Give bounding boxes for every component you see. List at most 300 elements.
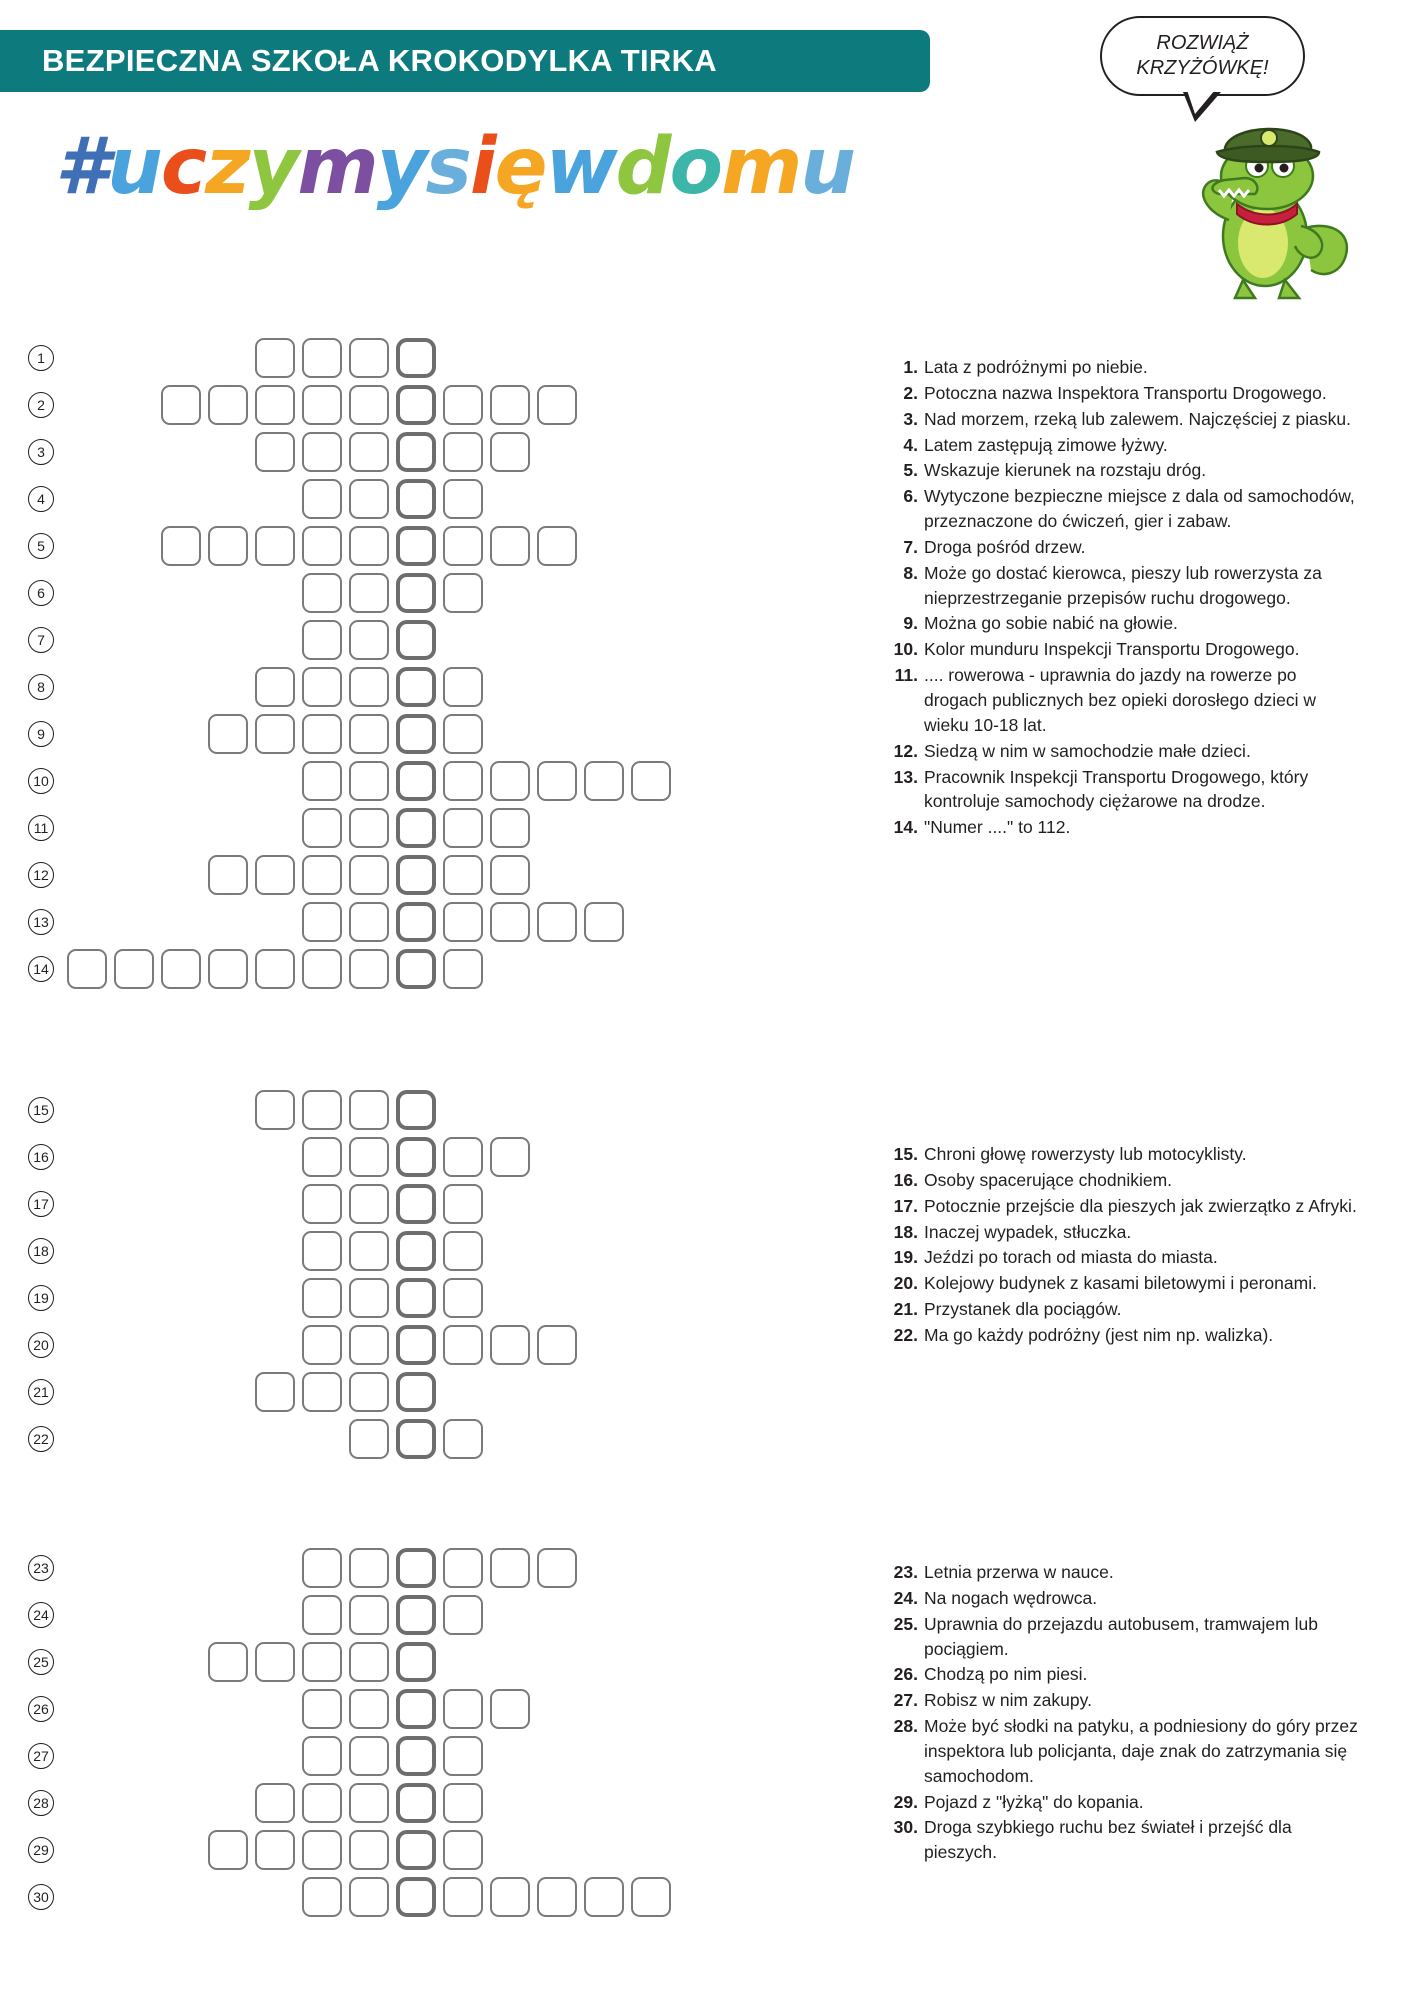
crossword-key-cell[interactable] [396,526,436,566]
row-number-15: 15 [28,1097,54,1123]
crossword-cell[interactable] [537,1548,577,1588]
clue-item [888,1790,1358,1815]
crossword-cell[interactable] [349,1325,389,1365]
hashtag-letter-12: o [669,122,722,212]
clue-number: 5. [903,460,918,481]
clue-number: 8. [903,562,918,583]
row-number-7: 7 [28,627,54,653]
crossword-key-cell[interactable] [396,808,436,848]
crossword-cell[interactable] [349,385,389,425]
crossword-key-cell[interactable] [396,573,436,613]
row-number-30: 30 [28,1884,54,1910]
crossword-cell[interactable] [349,761,389,801]
crossword-cell[interactable] [443,855,483,895]
crossword-cell[interactable] [349,526,389,566]
crossword-cell[interactable] [302,1689,342,1729]
crossword-cell[interactable] [161,526,201,566]
crossword-cell[interactable] [443,1548,483,1588]
crossword-cell[interactable] [208,855,248,895]
row-number-23: 23 [28,1555,54,1581]
clue-number: 10. [893,639,918,660]
row-number-24: 24 [28,1602,54,1628]
clue-number: 22. [893,1324,918,1345]
row-number-29: 29 [28,1837,54,1863]
crossword-cell[interactable] [349,1830,389,1870]
crossword-cell[interactable] [584,902,624,942]
crossword-cell[interactable] [443,573,483,613]
row-number-8: 8 [28,674,54,700]
crossword-cell[interactable] [584,1877,624,1917]
crossword-cell[interactable] [302,761,342,801]
row-number-28: 28 [28,1790,54,1816]
crossword-key-cell[interactable] [396,1595,436,1635]
row-number-27: 27 [28,1743,54,1769]
clue-number: 13. [893,766,918,787]
crossword-cell[interactable] [255,1830,295,1870]
clue-number: 23. [893,1562,918,1582]
crossword-key-cell[interactable] [396,432,436,472]
row-number-6: 6 [28,580,54,606]
row-number-26: 26 [28,1696,54,1722]
clue-number: 1. [903,357,918,377]
crossword-cell[interactable] [349,338,389,378]
crossword-key-cell[interactable] [396,1642,436,1682]
clue-text: Kolejowy budynek z kasami biletowymi i peronami. [924,1273,1317,1294]
crossword-cell[interactable] [490,1689,530,1729]
crossword-cell[interactable] [302,1830,342,1870]
row-number-10: 10 [28,768,54,794]
clue-text: Pojazd z "łyżką" do kopania. [924,1791,1144,1812]
crossword-key-cell[interactable] [396,479,436,519]
clue-item [888,1560,1358,1585]
row-number-13: 13 [28,909,54,935]
clue-text: Siedzą w nim w samochodzie małe dzieci. [924,740,1251,761]
hashtag-letter-7: s [425,122,470,212]
clue-item [888,765,1358,815]
crossword-key-cell[interactable] [396,1325,436,1365]
crossword-cell[interactable] [631,761,671,801]
crossword-cell[interactable] [302,902,342,942]
crossword-cell[interactable] [490,761,530,801]
clue-list-2 [888,1142,1358,1349]
crossword-cell[interactable] [349,855,389,895]
crossword-cell[interactable] [349,1783,389,1823]
crossword-cell[interactable] [302,1548,342,1588]
hashtag-letter-1: u [107,122,161,212]
crossword-cell[interactable] [537,902,577,942]
crossword-cell[interactable] [302,808,342,848]
clue-text: Może go dostać kierowca, pieszy lub rowerzysta za nieprzestrzeganie przepisów ruchu drogowego. [924,562,1322,608]
clue-number: 9. [903,613,918,634]
header-banner [0,30,930,92]
crossword-cell[interactable] [349,949,389,989]
crossword-key-cell[interactable] [396,1090,436,1130]
crossword-cell[interactable] [302,1877,342,1917]
crossword-cell[interactable] [302,479,342,519]
crossword-cell[interactable] [443,1877,483,1917]
crossword-cell[interactable] [208,1830,248,1870]
crossword-cell[interactable] [349,1419,389,1459]
crossword-key-cell[interactable] [396,667,436,707]
crossword-key-cell[interactable] [396,949,436,989]
crossword-cell[interactable] [302,432,342,472]
crossword-cell[interactable] [255,432,295,472]
clue-item [888,739,1358,764]
crossword-key-cell[interactable] [396,714,436,754]
crossword-cell[interactable] [349,1595,389,1635]
crossword-cell[interactable] [349,573,389,613]
clue-item [888,1688,1358,1713]
crossword-key-cell[interactable] [396,761,436,801]
crossword-cell[interactable] [443,1419,483,1459]
clue-text: Robisz w nim zakupy. [924,1690,1092,1711]
crossword-cell[interactable] [537,761,577,801]
clue-text: .... rowerowa - uprawnia do jazdy na rowerze po drogach publicznych bez opieki dorosłego dzieci w wieku 10-18 lat. [924,665,1317,735]
crossword-key-cell[interactable] [396,1231,436,1271]
clue-item [888,1714,1358,1789]
crossword-cell[interactable] [349,1548,389,1588]
clue-number: 12. [893,740,918,761]
clue-number: 15. [893,1144,918,1164]
crossword-cell[interactable] [255,667,295,707]
crossword-cell[interactable] [302,1736,342,1776]
clue-item [888,561,1358,611]
crossword-cell[interactable] [255,949,295,989]
hashtag-letter-14: u [800,122,854,212]
crossword-cell[interactable] [349,667,389,707]
crossword-cell[interactable] [208,714,248,754]
crossword-cell[interactable] [443,949,483,989]
clue-number: 26. [893,1664,918,1685]
clue-text: Letnia przerwa w nauce. [924,1562,1114,1582]
clue-list-3 [888,1560,1358,1866]
crossword-cell[interactable] [302,667,342,707]
clue-item [888,611,1358,636]
clue-text: Wskazuje kierunek na rozstaju dróg. [924,460,1207,481]
crocodile-mascot-icon [1185,108,1365,303]
clue-text: Ma go każdy podróżny (jest nim np. walizka). [924,1324,1274,1345]
clue-item [888,1297,1358,1322]
clue-number: 3. [903,408,918,429]
crossword-cell[interactable] [443,479,483,519]
clue-item [888,1194,1358,1219]
crossword-key-cell[interactable] [396,385,436,425]
crossword-cell[interactable] [161,385,201,425]
crossword-cell[interactable] [302,855,342,895]
clue-number: 20. [893,1273,918,1294]
crossword-cell[interactable] [208,1642,248,1682]
crossword-cell[interactable] [443,714,483,754]
clue-text: Na nogach wędrowca. [924,1587,1098,1608]
crossword-key-cell[interactable] [396,1372,436,1412]
hashtag-logo [55,122,854,212]
clue-number: 27. [893,1690,918,1711]
crossword-cell[interactable] [443,761,483,801]
clue-number: 17. [893,1195,918,1216]
row-number-21: 21 [28,1379,54,1405]
row-number-12: 12 [28,862,54,888]
crossword-cell[interactable] [114,949,154,989]
crossword-cell[interactable] [349,1877,389,1917]
clue-number: 14. [893,817,918,838]
crossword-cell[interactable] [490,1548,530,1588]
crossword-key-cell[interactable] [396,1137,436,1177]
row-number-1: 1 [28,345,54,371]
row-number-14: 14 [28,956,54,982]
clue-text: Chodzą po nim piesi. [924,1664,1088,1685]
clue-text: Potocznie przejście dla pieszych jak zwierzątko z Afryki. [924,1195,1357,1216]
crossword-cell[interactable] [443,385,483,425]
speech-bubble-line-2: KRZYŻÓWKĘ! [1136,57,1269,79]
crossword-cell[interactable] [255,1783,295,1823]
crossword-cell[interactable] [349,1372,389,1412]
crossword-key-cell[interactable] [396,1783,436,1823]
crossword-cell[interactable] [349,714,389,754]
row-number-5: 5 [28,533,54,559]
clue-text: Nad morzem, rzeką lub zalewem. Najczęściej z piasku. [924,408,1351,429]
clue-text: Inaczej wypadek, stłuczka. [924,1221,1132,1242]
clue-number: 16. [893,1169,918,1190]
crossword-cell[interactable] [302,1642,342,1682]
crossword-cell[interactable] [443,1595,483,1635]
crossword-key-cell[interactable] [396,1278,436,1318]
crossword-cell[interactable] [302,1595,342,1635]
clue-item [888,815,1358,840]
hashtag-letter-2: c [160,122,206,212]
crossword-cell[interactable] [67,949,107,989]
crossword-cell[interactable] [349,1137,389,1177]
crossword-cell[interactable] [443,1137,483,1177]
crossword-cell[interactable] [349,1184,389,1224]
clue-item [888,1168,1358,1193]
row-number-18: 18 [28,1238,54,1264]
hashtag-letter-5: m [297,122,377,212]
clue-number: 29. [893,1791,918,1812]
clue-number: 2. [903,382,918,403]
crossword-cell[interactable] [302,1231,342,1271]
hashtag-letter-10: w [545,122,616,212]
crossword-cell[interactable] [584,761,624,801]
crossword-cell[interactable] [255,1090,295,1130]
crossword-cell[interactable] [255,1642,295,1682]
clue-text: Można go sobie nabić na głowie. [924,613,1178,634]
hashtag-letter-3: z [205,122,249,212]
crossword-cell[interactable] [443,667,483,707]
crossword-cell[interactable] [443,432,483,472]
clue-item [888,535,1358,560]
crossword-cell[interactable] [490,1877,530,1917]
crossword-cell[interactable] [208,949,248,989]
crossword-cell[interactable] [349,1231,389,1271]
crossword-cell[interactable] [490,855,530,895]
clue-item [888,381,1358,406]
crossword-cell[interactable] [537,1325,577,1365]
crossword-block-3[interactable] [20,1548,850,1944]
crossword-cell[interactable] [255,855,295,895]
crossword-cell[interactable] [302,620,342,660]
crossword-cell[interactable] [443,902,483,942]
hashtag-letter-9: ę [494,122,546,212]
clue-text: Osoby spacerujące chodnikiem. [924,1169,1173,1190]
crossword-cell[interactable] [349,479,389,519]
crossword-cell[interactable] [302,1783,342,1823]
row-number-22: 22 [28,1426,54,1452]
crossword-cell[interactable] [443,1689,483,1729]
clue-text: Chroni głowę rowerzysty lub motocyklisty. [924,1144,1247,1164]
crossword-cell[interactable] [443,1783,483,1823]
clue-text: Potoczna nazwa Inspektora Transportu Drogowego. [924,382,1327,403]
crossword-cell[interactable] [443,1736,483,1776]
crossword-cell[interactable] [490,1137,530,1177]
crossword-cell[interactable] [349,1090,389,1130]
page-title: BEZPIECZNA SZKOŁA KROKODYLKA TIRKA [42,43,717,78]
crossword-key-cell[interactable] [396,1548,436,1588]
clue-text: "Numer ...." to 112. [924,817,1071,838]
crossword-cell[interactable] [537,385,577,425]
crossword-key-cell[interactable] [396,1830,436,1870]
crossword-cell[interactable] [302,526,342,566]
crossword-cell[interactable] [490,385,530,425]
speech-bubble-line-1: ROZWIĄŻ [1156,32,1249,54]
crossword-cell[interactable] [349,902,389,942]
clue-text: Przystanek dla pociągów. [924,1299,1122,1320]
crossword-cell[interactable] [490,432,530,472]
crossword-cell[interactable] [349,1642,389,1682]
crossword-cell[interactable] [537,526,577,566]
hashtag-letter-6: y [376,122,426,212]
crossword-cell[interactable] [302,949,342,989]
row-number-17: 17 [28,1191,54,1217]
crossword-cell[interactable] [443,1184,483,1224]
hashtag-letter-11: d [615,122,670,212]
crossword-cell[interactable] [302,1137,342,1177]
crossword-cell[interactable] [349,1736,389,1776]
hashtag-letter-0: # [55,122,108,212]
hashtag-letter-8: i [469,122,495,212]
hashtag-letter-13: m [721,122,801,212]
row-number-25: 25 [28,1649,54,1675]
crossword-block-1[interactable] [20,338,850,1016]
crossword-cell[interactable] [490,526,530,566]
crossword-cell[interactable] [208,526,248,566]
clue-item [888,1815,1358,1865]
crossword-key-cell[interactable] [396,1877,436,1917]
clue-text: Kolor munduru Inspekcji Transportu Drogowego. [924,639,1300,660]
crossword-cell[interactable] [161,949,201,989]
crossword-cell[interactable] [255,526,295,566]
crossword-cell[interactable] [490,1325,530,1365]
crossword-cell[interactable] [537,1877,577,1917]
clue-item [888,663,1358,738]
crossword-key-cell[interactable] [396,620,436,660]
row-number-20: 20 [28,1332,54,1358]
clue-number: 11. [894,665,918,686]
crossword-key-cell[interactable] [396,338,436,378]
crossword-cell[interactable] [443,526,483,566]
clue-number: 7. [903,536,918,557]
crossword-block-2[interactable] [20,1090,850,1486]
clue-item [888,637,1358,662]
clue-number: 19. [893,1247,918,1268]
crossword-cell[interactable] [349,1278,389,1318]
clue-text: Droga szybkiego ruchu bez świateł i przejść dla pieszych. [924,1817,1292,1863]
crossword-cell[interactable] [255,1372,295,1412]
crossword-cell[interactable] [443,1325,483,1365]
clue-item [888,1245,1358,1270]
row-number-11: 11 [28,815,54,841]
clue-item [888,1271,1358,1296]
clue-number: 25. [893,1613,918,1634]
clue-text: Jeździ po torach od miasta do miasta. [924,1247,1218,1268]
clue-text: Droga pośród drzew. [924,536,1086,557]
crossword-cell[interactable] [349,1689,389,1729]
clue-text: Uprawnia do przejazdu autobusem, tramwajem lub pociągiem. [924,1613,1318,1659]
clue-text: Może być słodki na patyku, a podniesiony do góry przez inspektora lub policjanta, daje znak do zatrzymania się samochodom. [924,1716,1358,1786]
crossword-cell[interactable] [302,385,342,425]
clue-item [888,407,1358,432]
crossword-cell[interactable] [302,573,342,613]
crossword-key-cell[interactable] [396,1419,436,1459]
crossword-cell[interactable] [302,1184,342,1224]
clue-number: 24. [893,1587,918,1608]
crossword-key-cell[interactable] [396,1689,436,1729]
clue-item [888,1323,1358,1348]
crossword-key-cell[interactable] [396,855,436,895]
clue-item [888,1662,1358,1687]
clue-item [888,355,1358,380]
clue-list-1 [888,355,1358,841]
clue-number: 28. [893,1716,918,1737]
row-number-9: 9 [28,721,54,747]
crossword-cell[interactable] [443,1830,483,1870]
crossword-cell[interactable] [349,432,389,472]
crossword-cell[interactable] [302,1090,342,1130]
crossword-cell[interactable] [302,714,342,754]
clue-item [888,1586,1358,1611]
crossword-key-cell[interactable] [396,1736,436,1776]
row-number-2: 2 [28,392,54,418]
clue-item [888,458,1358,483]
speech-bubble [1100,16,1305,96]
crossword-cell[interactable] [255,385,295,425]
crossword-cell[interactable] [255,714,295,754]
crossword-cell[interactable] [302,1372,342,1412]
clue-item [888,1612,1358,1662]
crossword-cell[interactable] [443,808,483,848]
clue-number: 21. [893,1299,918,1320]
clue-number: 6. [903,486,918,507]
row-number-19: 19 [28,1285,54,1311]
crossword-cell[interactable] [349,808,389,848]
crossword-cell[interactable] [302,1325,342,1365]
crossword-key-cell[interactable] [396,902,436,942]
crossword-cell[interactable] [208,385,248,425]
crossword-cell[interactable] [443,1231,483,1271]
clue-text: Latem zastępują zimowe łyżwy. [924,434,1168,455]
crossword-key-cell[interactable] [396,1184,436,1224]
crossword-cell[interactable] [490,902,530,942]
row-number-3: 3 [28,439,54,465]
crossword-cell[interactable] [302,338,342,378]
crossword-cell[interactable] [631,1877,671,1917]
crossword-cell[interactable] [349,620,389,660]
crossword-cell[interactable] [302,1278,342,1318]
clue-number: 4. [903,434,918,455]
crossword-cell[interactable] [443,1278,483,1318]
crossword-cell[interactable] [255,338,295,378]
crossword-cell[interactable] [490,808,530,848]
clue-number: 30. [893,1817,918,1838]
